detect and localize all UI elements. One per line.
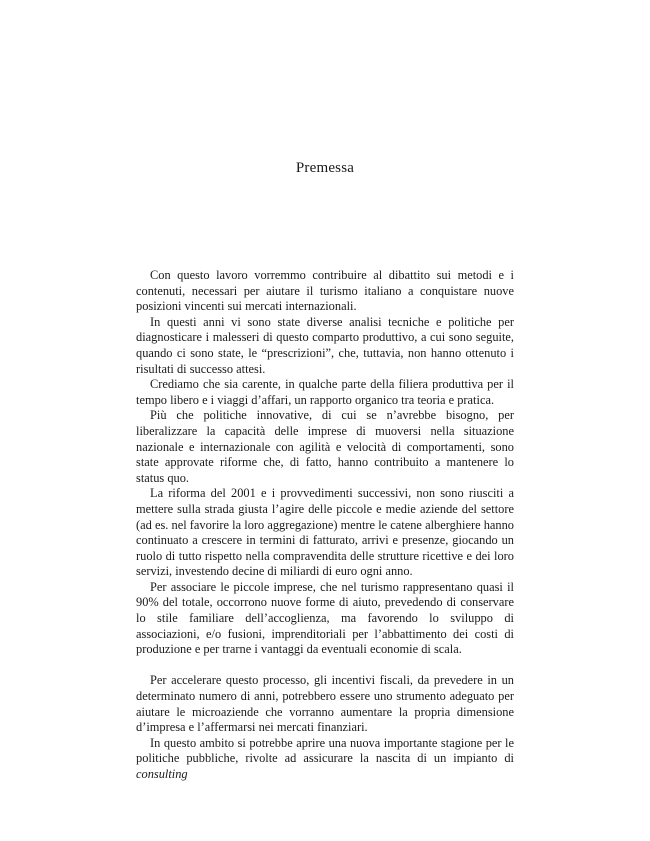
paragraph-4: Più che politiche innovative, di cui se n’avrebbe bisogno, per liberalizzare la capacità delle imprese di muoversi nella situazione nazionale e internazionale con agilità e velocità di comportamenti, sono state approvate riforme che, di fatto, hanno contribuito a mantenere lo status quo. [136,408,514,485]
page-title: Premessa [295,160,355,176]
paragraph-1: Con questo lavoro vorremmo contribuire al dibattito sui metodi e i contenuti, necessari per aiutare il turismo italiano a conquistare nuove posizioni vincenti sui mercati internazionali. [136,268,514,314]
paragraph-2: In questi anni vi sono state diverse analisi tecniche e politiche per diagnosticare i malesseri di questo comparto produttivo, a cui sono seguite, quando ci sono state, le “prescrizioni”, che, tuttavia, non hanno ottenuto i risultati di successo attesi. [136,314,514,376]
paragraph-7: Per accelerare questo processo, gli incentivi fiscali, da prevedere in un determinato numero di anni, potrebbero essere uno strumento adeguato per aiutare le microaziende che vorranno aumentare la propria dimensione d’impresa e l’affermarsi nei mercati finanziari. [136,673,514,735]
paragraph-8-text: In questo ambito si potrebbe aprire una nuova importante stagione per le politiche pubbliche, rivolte ad assicurare la nascita di un impianto di [136,735,514,766]
paragraph-8-emphasis: consulting [136,767,188,781]
paragraph-6: Per associare le piccole imprese, che nel turismo rappresentano quasi il 90% del totale, occorrono nuove forme di aiuto, prevedendo di conservare lo stile familiare dell’accoglienza, ma favorendo lo sviluppo di associazioni, e/o fusioni, imprenditoriali per l’abbattimento dei costi di produzione e per trarne i vantaggi da eventuali economie di scala. [136,579,514,657]
paragraph-8 [136,736,514,783]
body-text [136,268,514,783]
paragraph-3: Crediamo che sia carente, in qualche parte della filiera produttiva per il tempo libero e i viaggi d’affari, un rapporto organico tra teoria e pratica. [136,377,514,407]
paragraph-5: La riforma del 2001 e i provvedimenti successivi, non sono riusciti a mettere sulla strada giusta l’agire delle piccole e medie aziende del settore (ad es. nel favorire la loro aggregazione) mentre le catene alberghiere hanno continuato a crescere in termini di fatturato, arrivi e presenze, giocando un ruolo di tutto rispetto nella compravendita delle strutture ricettive e dei loro servizi, investendo decine di miliardi di euro ogni anno. [136,486,514,579]
